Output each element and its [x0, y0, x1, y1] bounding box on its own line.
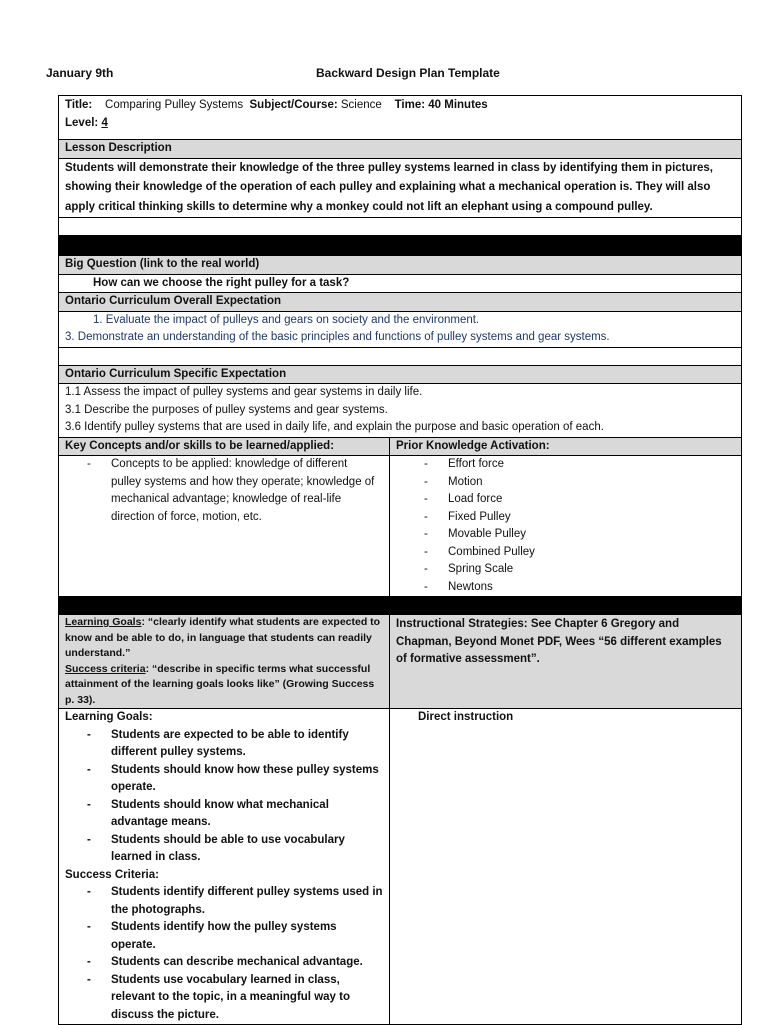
- instructional-strategies-heading: Instructional Strategies: See Chapter 6 Gregory and Chapman, Beyond Monet PDF, Wees “56 different examples of formative assessment”.: [396, 618, 722, 665]
- list-item: - Students should know what mechanical advantage means.: [65, 797, 383, 832]
- list-item: - Students should know how these pulley systems operate.: [65, 762, 383, 797]
- goals-definition-cell: [59, 615, 390, 708]
- learning-goals-definition: : “clearly identify what students are expected to know and be able to do, in language that students can readily understand.”: [65, 616, 381, 659]
- lesson-description-heading: Lesson Description: [59, 139, 741, 158]
- title-block: [59, 96, 741, 139]
- specific-item: 1.1 Assess the impact of pulley systems and gear systems in daily life.: [65, 386, 423, 398]
- document-title: Backward Design Plan Template: [316, 66, 500, 80]
- specific-expectation-list: [59, 383, 741, 437]
- concepts-knowledge-body: [59, 455, 741, 596]
- list-item: - Students use vocabulary learned in class, relevant to the topic, in a meaningful way to discuss the picture.: [65, 972, 383, 1025]
- subject-label: Subject/Course:: [249, 99, 338, 111]
- list-item: - Students can describe mechanical advantage.: [65, 954, 383, 972]
- goals-header-row: [59, 614, 741, 708]
- specific-item: 3.1 Describe the purposes of pulley systems and gear systems.: [65, 403, 388, 416]
- page-header: [46, 66, 726, 82]
- spacer-row: [59, 217, 741, 235]
- subject-value: Science: [340, 99, 382, 111]
- big-question-heading: Big Question (link to the real world): [59, 255, 741, 274]
- list-item: - Motion: [402, 474, 735, 492]
- list-item: - Load force: [402, 491, 735, 509]
- plan-table: [58, 95, 742, 1025]
- date: January 9th: [46, 66, 114, 80]
- overall-item: 3. Demonstrate an understanding of the basic principles and functions of pulley systems and gear systems.: [65, 331, 610, 343]
- time-value: 40 Minutes: [428, 99, 488, 111]
- overall-expectation-heading: Ontario Curriculum Overall Expectation: [59, 292, 741, 311]
- spacer-row: [59, 347, 741, 365]
- lesson-description-text: Students will demonstrate their knowledge of the three pulley systems learned in class by identifying them in pictures, showing their knowledge of the operation of each pulley and explaining what a mechanical operation is. They will also apply critical thinking skills to determine why a monkey could not lift an elephant using a compound pulley.: [59, 158, 741, 218]
- list-item: - Movable Pulley: [402, 526, 735, 544]
- time-label: Time:: [394, 99, 426, 111]
- success-criteria-definition: : “describe in specific terms what successful attainment of the learning goals looks like” (Growing Success p. 33).: [65, 662, 375, 706]
- learning-goals-heading: Learning Goals:: [65, 711, 153, 723]
- goals-cell: [59, 709, 390, 1024]
- list-item: - Students should be able to use vocabulary learned in class.: [65, 832, 383, 867]
- list-item: - Newtons: [402, 579, 735, 597]
- prior-knowledge-heading: Prior Knowledge Activation:: [390, 438, 741, 456]
- title-label: Title:: [65, 99, 93, 111]
- success-criteria-heading: Success Criteria:: [65, 868, 159, 881]
- strategy-text: Direct instruction: [418, 711, 514, 723]
- list-item: - Concepts to be applied: knowledge of different pulley systems and how they operate; knowledge of mechanical advantage; knowledge of real-life direction of force, motion, etc.: [65, 456, 383, 526]
- list-item: - Students identify how the pulley systems operate.: [65, 919, 383, 954]
- title-value: Comparing Pulley Systems: [105, 99, 244, 111]
- overall-item: 1. Evaluate the impact of pulleys and gears on society and the environment.: [93, 313, 480, 326]
- level-label: Level:: [65, 116, 99, 129]
- list-item: - Combined Pulley: [402, 544, 735, 562]
- list-item: - Fixed Pulley: [402, 509, 735, 527]
- black-divider: [59, 235, 741, 255]
- key-concepts-cell: [59, 456, 390, 596]
- black-divider: [59, 596, 741, 614]
- concepts-knowledge-row: [59, 437, 741, 456]
- goals-body-row: [59, 708, 741, 1024]
- level-value: 4: [101, 116, 108, 129]
- list-item: - Students are expected to be able to identify different pulley systems.: [65, 727, 383, 762]
- overall-expectation-list: [59, 311, 741, 347]
- list-item: - Students identify different pulley systems used in the photographs.: [65, 884, 383, 919]
- strategies-cell: [390, 709, 741, 1024]
- prior-knowledge-cell: [390, 456, 741, 596]
- key-concepts-heading: Key Concepts and/or skills to be learned/applied:: [59, 438, 390, 456]
- learning-goals-label: Learning Goals: [65, 616, 142, 628]
- specific-item: 3.6 Identify pulley systems that are used in daily life, and explain the purpose and basic operation of each.: [65, 421, 604, 433]
- specific-expectation-heading: Ontario Curriculum Specific Expectation: [59, 365, 741, 384]
- list-item: - Spring Scale: [402, 561, 735, 579]
- success-criteria-label: Success criteria: [65, 662, 146, 675]
- big-question-text: How can we choose the right pulley for a task?: [59, 274, 741, 293]
- list-item: - Effort force: [402, 456, 735, 474]
